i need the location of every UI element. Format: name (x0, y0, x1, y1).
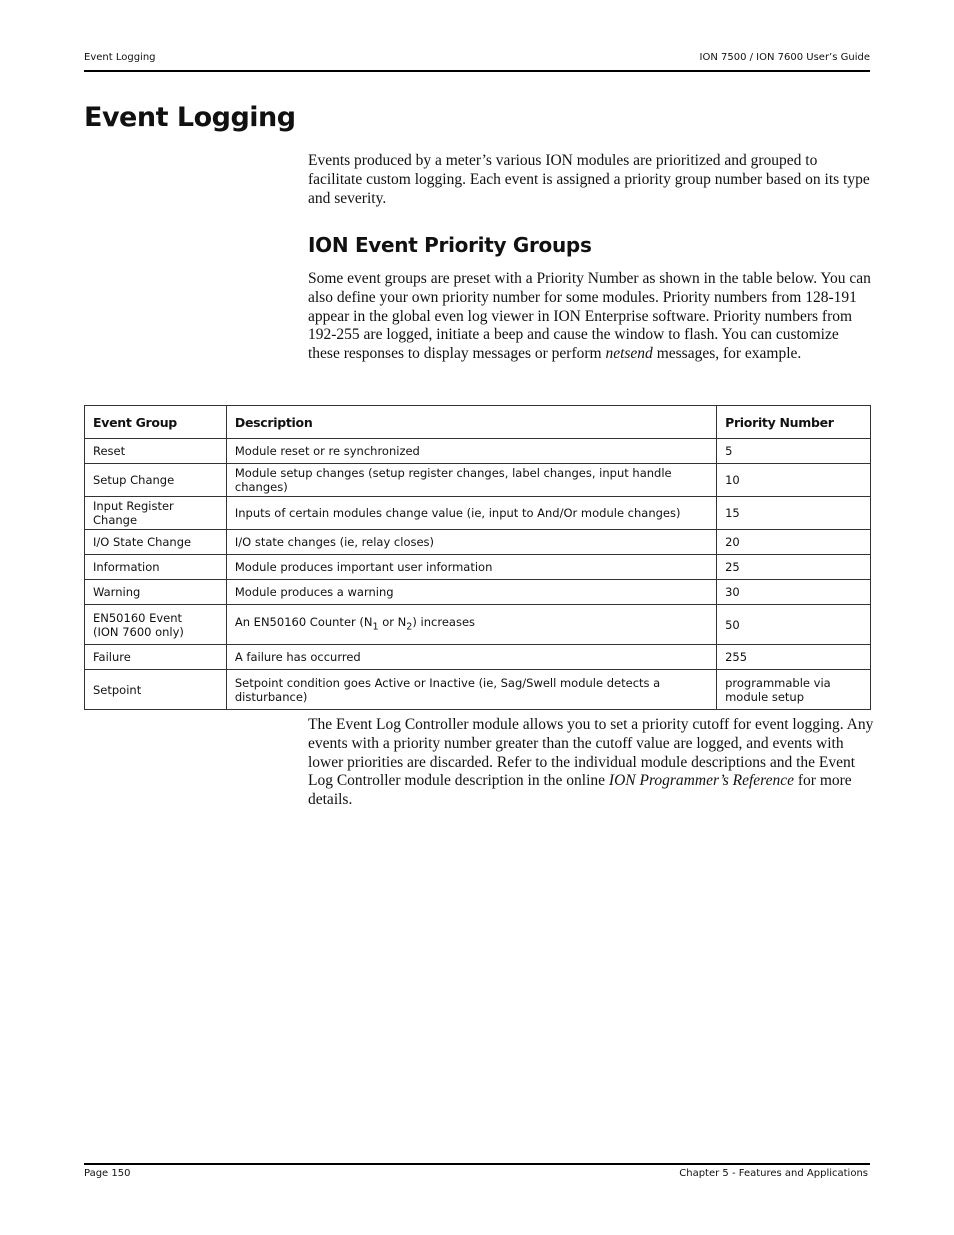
paragraph-text: Some event groups are preset with a Priority Number as shown in the table below. You can also define your own priority number for some modules. Priority numbers from 128-191 appear in the global even log viewer in ION Enterprise software. Priority numbers from 192-255 are logged, initiate a beep and cause the window to flash. You can customize these responses to display messages or perform (308, 270, 871, 363)
description-cell (226, 605, 716, 645)
description-cell: Module setup changes (setup register changes, label changes, input handle changes) (226, 464, 716, 497)
netsend-term: netsend (605, 345, 653, 363)
table-row (85, 439, 871, 464)
description-text: or N (378, 614, 407, 629)
section-title: ION Event Priority Groups (308, 233, 592, 257)
priority-cell: 30 (717, 580, 871, 605)
priority-cell (717, 670, 871, 710)
priority-cell: 255 (717, 645, 871, 670)
subscript-1: 1 (372, 621, 379, 633)
event-priority-table (84, 405, 871, 710)
event-group-line: EN50160 Event (93, 610, 183, 625)
column-header-description: Description (226, 406, 716, 439)
table-row (85, 645, 871, 670)
description-cell: Module produces important user information (226, 555, 716, 580)
event-group-line-2: (ION 7600 only) (93, 624, 184, 639)
event-group-cell: Warning (85, 580, 227, 605)
chapter-name: Chapter 5 - Features and Applications (679, 1168, 868, 1179)
description-cell: Module reset or re synchronized (226, 439, 716, 464)
table-row (85, 670, 871, 710)
event-group-cell (85, 605, 227, 645)
paragraph-text-end: messages, for example. (652, 345, 802, 363)
event-group-cell: Information (85, 555, 227, 580)
column-header-event-group: Event Group (85, 406, 227, 439)
event-group-cell: I/O State Change (85, 530, 227, 555)
priority-cell: 10 (717, 464, 871, 497)
reference-title: ION Programmer’s Reference (608, 772, 795, 790)
running-header (84, 52, 870, 70)
footer-rule (84, 1163, 870, 1165)
priority-cell: 50 (717, 605, 871, 645)
table-row (85, 555, 871, 580)
paragraph-text-end: for more details. (308, 772, 852, 809)
priority-cell: 25 (717, 555, 871, 580)
header-rule (84, 70, 870, 72)
table-row (85, 464, 871, 497)
description-cell: Module produces a warning (226, 580, 716, 605)
priority-cell: 15 (717, 497, 871, 530)
event-group-cell: Input Register Change (85, 497, 227, 530)
priority-line: programmable via (725, 675, 831, 690)
description-cell: Setpoint condition goes Active or Inactive (ie, Sag/Swell module detects a disturbance) (226, 670, 716, 710)
event-group-cell: Failure (85, 645, 227, 670)
priority-line-2: module setup (725, 689, 804, 704)
subscript-2: 2 (406, 621, 413, 633)
table-row (85, 580, 871, 605)
column-header-priority-number: Priority Number (717, 406, 871, 439)
header-guide-name: ION 7500 / ION 7600 User’s Guide (699, 52, 870, 63)
event-group-cell: Setpoint (85, 670, 227, 710)
table-row (85, 530, 871, 555)
header-section-name: Event Logging (84, 52, 156, 63)
description-text: ) increases (412, 614, 476, 629)
page-number: Page 150 (84, 1168, 131, 1179)
table-row (85, 497, 871, 530)
priority-cell: 5 (717, 439, 871, 464)
table-row (85, 605, 871, 645)
paragraph-text: The Event Log Controller module allows you to set a priority cutoff for event logging. Any events with a priority number greater than the cutoff value are logged, and events with lower priorities are discarded. Refer to the individual module descriptions and the Event Log Controller module description in the online (308, 716, 874, 790)
intro-paragraph: Events produced by a meter’s various ION modules are prioritized and grouped to facilitate custom logging. Each event is assigned a priority group number based on its type and severity. (308, 152, 870, 207)
description-cell: I/O state changes (ie, relay closes) (226, 530, 716, 555)
priority-cell: 20 (717, 530, 871, 555)
closing-paragraph (308, 716, 874, 810)
event-group-cell: Reset (85, 439, 227, 464)
description-cell: Inputs of certain modules change value (ie, input to And/Or module changes) (226, 497, 716, 530)
table-header-row (85, 406, 871, 439)
running-footer (84, 1168, 868, 1184)
description-cell: A failure has occurred (226, 645, 716, 670)
priority-groups-paragraph (308, 270, 874, 364)
event-group-cell: Setup Change (85, 464, 227, 497)
description-text: An EN50160 Counter (N (234, 614, 373, 629)
page-title: Event Logging (84, 102, 296, 133)
